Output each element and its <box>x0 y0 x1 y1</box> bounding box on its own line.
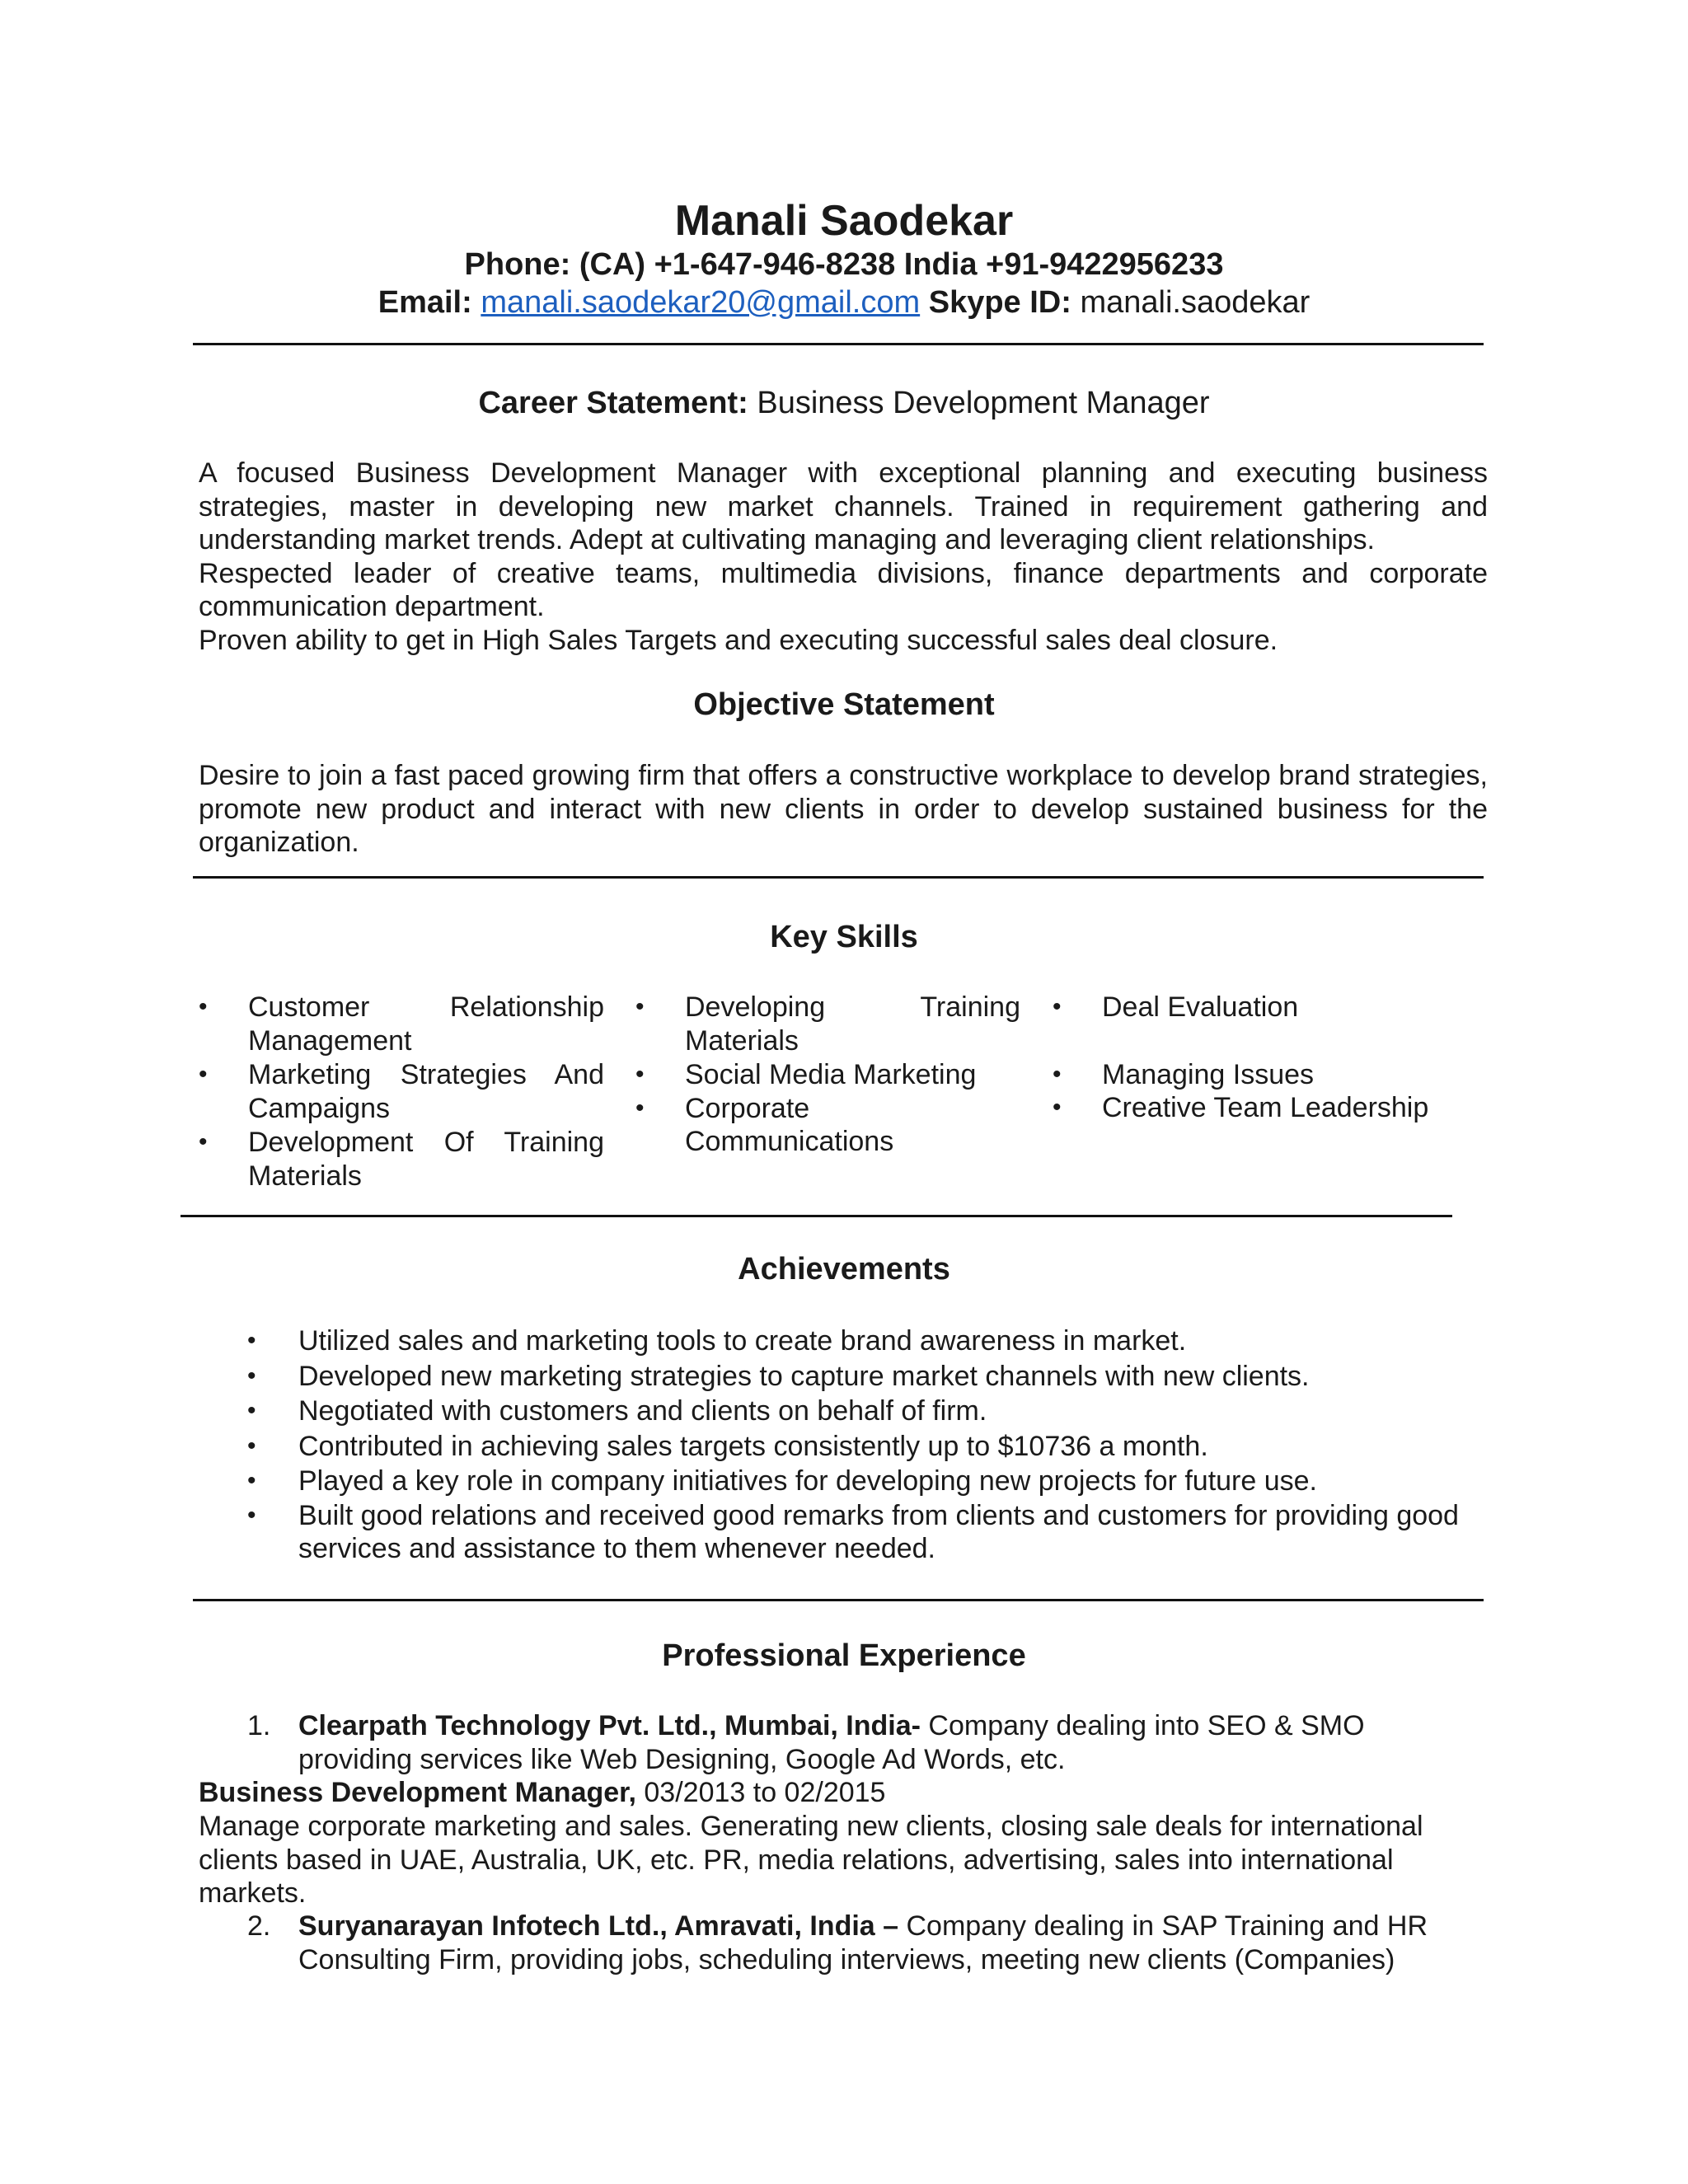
job-1-header <box>247 1709 1442 1776</box>
divider <box>193 876 1484 879</box>
skill-item: • Marketing Strategies And Campaigns <box>199 1058 604 1125</box>
skill-item: • Managing Issues <box>1053 1058 1514 1092</box>
email-line <box>0 285 1688 321</box>
email-link[interactable]: manali.saodekar20@gmail.com <box>481 285 921 320</box>
job-1-summary: Manage corporate marketing and sales. Generating new clients, closing sale deals for international clients based in UAE, Australia, UK, etc. PR, media relations, advertising, sales into international markets. <box>199 1811 1423 1909</box>
job-description: Company dealing into SEO & SMO providing services like Web Designing, Google Ad Words, etc. <box>298 1710 1365 1775</box>
achievement-item: • Contributed in achieving sales targets consistently up to $10736 a month. <box>247 1429 1489 1465</box>
career-paragraph: A focused Business Development Manager with exceptional planning and executing business strategies, master in developing new market channels. Trained in requirement gathering and understanding market trends. Adept at cultivating managing and leveraging client relationships. <box>199 457 1488 555</box>
candidate-name: Manali Saodekar <box>674 197 1014 245</box>
objective-text <box>199 759 1488 860</box>
job-1-role <box>199 1776 1484 1810</box>
skill-item: • Customer Relationship Management <box>199 991 604 1057</box>
email-label: Email: <box>377 285 472 320</box>
career-paragraph: Respected leader of creative teams, multimedia divisions, finance departments and corporate communication department. <box>199 557 1488 622</box>
skill-item: • Deal Evaluation <box>1053 991 1514 1024</box>
career-role: Business Development Manager <box>757 386 1210 420</box>
job-2-header <box>247 1910 1459 1976</box>
objective-paragraph: Desire to join a fast paced growing firm that offers a constructive workplace to develop brand strategies, promote new product and interact with new clients in order to develop sustained business for the organization. <box>199 760 1488 858</box>
job-dates: 03/2013 to 02/2015 <box>635 1777 886 1808</box>
career-label: Career Statement: <box>478 386 748 420</box>
career-statement-text <box>199 457 1488 657</box>
skill-item: • Developing Training Materials <box>635 991 1020 1057</box>
skills-column-3 <box>1053 991 1514 1125</box>
divider <box>181 1215 1452 1217</box>
job-description: Company dealing in SAP Training and HR Consulting Firm, providing jobs, scheduling interviews, meeting new clients (Companies) <box>298 1910 1428 1975</box>
skype-id: manali.saodekar <box>1080 285 1311 320</box>
achievements-list <box>247 1324 1489 1565</box>
job-number: 1. <box>247 1710 271 1741</box>
key-skills-heading: Key Skills <box>770 920 918 954</box>
achievements-heading: Achievements <box>738 1252 950 1286</box>
achievement-item: • Built good relations and received good remarks from clients and customers for providing good services and assistance to them whenever needed. <box>247 1499 1489 1565</box>
achievement-item: • Utilized sales and marketing tools to create brand awareness in market. <box>247 1324 1489 1359</box>
phone-line: Phone: (CA) +1-647-946-8238 India +91-9422956233 <box>464 247 1224 282</box>
objective-heading: Objective Statement <box>693 687 995 722</box>
skill-item: • Social Media Marketing <box>635 1058 1020 1092</box>
divider <box>193 1599 1484 1601</box>
career-statement-title <box>0 386 1688 421</box>
skill-item: • Creative Team Leadership <box>1053 1091 1514 1125</box>
divider <box>193 343 1484 345</box>
achievement-item: • Played a key role in company initiatives for developing new projects for future use. <box>247 1464 1489 1499</box>
job-company: Clearpath Technology Pvt. Ltd., Mumbai, India- <box>298 1710 921 1741</box>
skill-item: • Corporate Communications <box>635 1092 1020 1159</box>
job-number: 2. <box>247 1910 271 1942</box>
achievement-item: • Developed new marketing strategies to capture market channels with new clients. <box>247 1359 1489 1394</box>
skype-label: Skype ID: <box>928 285 1071 320</box>
job-role: Business Development Manager, <box>199 1777 636 1808</box>
achievement-item: • Negotiated with customers and clients on behalf of firm. <box>247 1394 1489 1429</box>
career-paragraph: Proven ability to get in High Sales Targets and executing successful sales deal closure. <box>199 624 1278 656</box>
skill-item: • Development Of Training Materials <box>199 1126 604 1193</box>
skills-column-1 <box>199 991 604 1193</box>
professional-experience-heading: Professional Experience <box>662 1638 1026 1673</box>
job-company: Suryanarayan Infotech Ltd., Amravati, India – <box>298 1910 899 1942</box>
skills-column-2 <box>635 991 1020 1159</box>
